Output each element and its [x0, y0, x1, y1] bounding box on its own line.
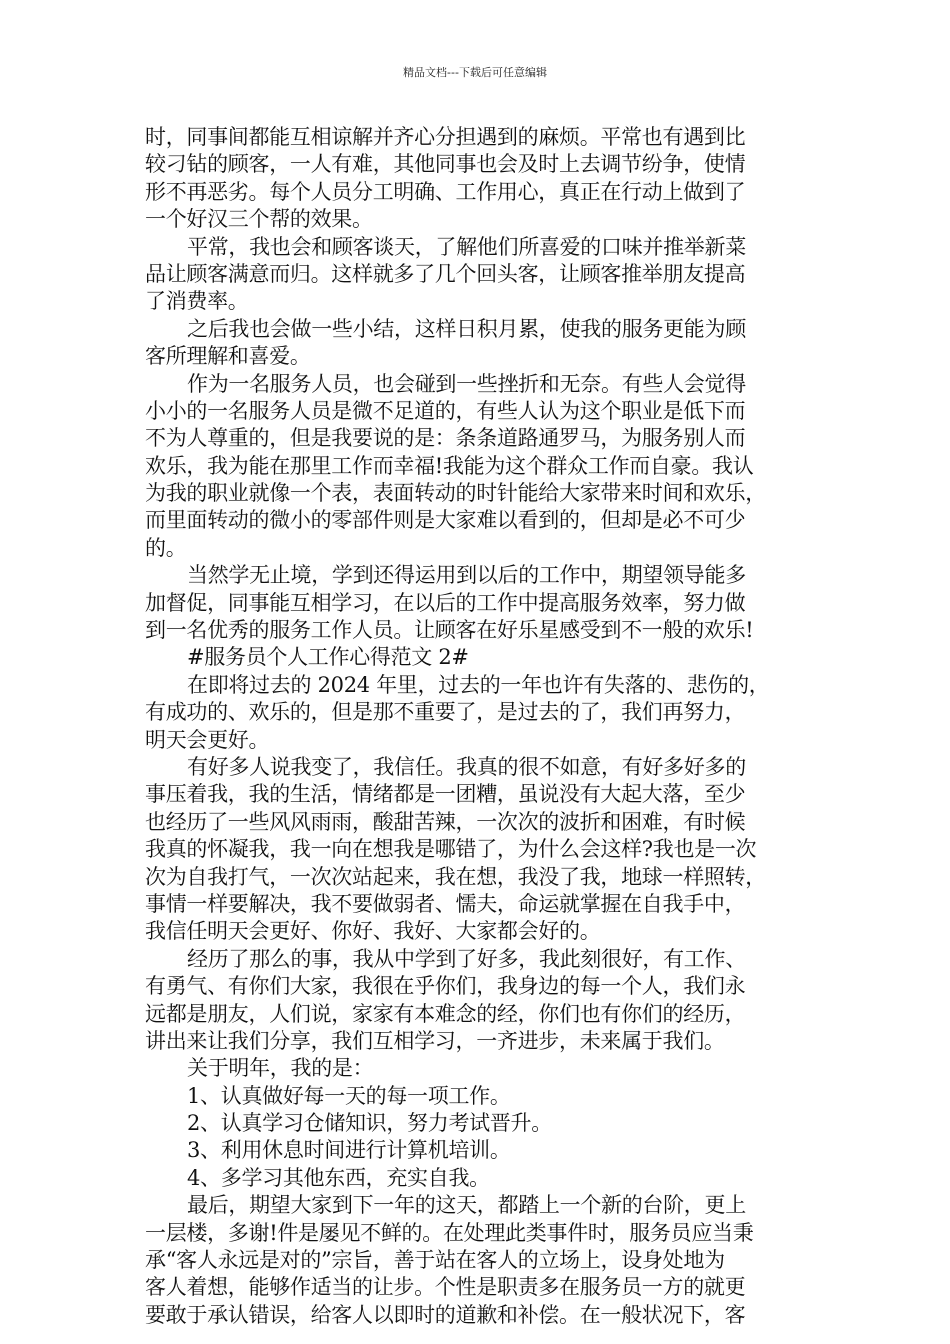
text-line: 平常，我也会和顾客谈天，了解他们所喜爱的口味并推举新菜: [187, 234, 746, 259]
text-line: 1、认真做好每一天的每一项工作。: [187, 1083, 511, 1108]
text-line: 较刁钻的顾客，一人有难，其他同事也会及时上去调节纷争，使情: [145, 152, 746, 177]
text-line: 到一名优秀的服务工作人员。让顾客在好乐星感受到不一般的欢乐!: [145, 618, 754, 643]
text-line: 为我的职业就像一个表，表面转动的时针能给大家带来时间和欢乐，: [145, 481, 766, 506]
text-line: 客人着想，能够作适当的让步。个性是职责多在服务员一方的就更: [145, 1275, 746, 1300]
text-line: 时，同事间都能互相谅解并齐心分担遇到的麻烦。平常也有遇到比: [145, 125, 746, 149]
text-line: 事压着我，我的生活，情绪都是一团糟，虽说没有大起大落，至少: [145, 782, 746, 807]
text-line: 一层楼，多谢!件是屡见不鲜的。在处理此类事件时，服务员应当秉: [145, 1220, 754, 1245]
text-line: 经历了那么的事，我从中学到了好多，我此刻很好，有工作、: [187, 946, 746, 971]
text-line: 也经历了一些风风雨雨，酸甜苦辣，一次次的波折和困难，有时候: [145, 809, 746, 834]
text-line: 4、多学习其他东西，充实自我。: [187, 1165, 490, 1190]
text-line: 欢乐，我为能在那里工作而幸福!我能为这个群众工作而自豪。我认: [145, 453, 754, 478]
text-line: 远都是朋友，人们说，家家有本难念的经，你们也有你们的经历，: [145, 1001, 746, 1026]
text-line: 有好多人说我变了，我信任。我真的很不如意，有好多好多的: [187, 754, 746, 779]
page-header: 精品文档---下载后可任意编辑: [403, 66, 547, 79]
text-line: 2、认真学习仓储知识，努力考试晋升。: [187, 1111, 552, 1136]
text-line: 了消费率。: [145, 289, 249, 314]
text-line: 有勇气、有你们大家，我很在乎你们，我身边的每一个人，我们永: [145, 974, 746, 999]
text-line: 加督促，同事能互相学习，在以后的工作中提高服务效率，努力做: [145, 590, 746, 615]
text-line: 我信任明天会更好、你好、我好、大家都会好的。: [145, 919, 601, 944]
text-line: 在即将过去的 2024 年里，过去的一年也许有失落的、悲伤的，: [187, 672, 770, 697]
text-line: 要敢于承认错误，给客人以即时的道歉和补偿。在一般状况下，客: [145, 1302, 746, 1327]
text-line: 事情一样要解决，我不要做弱者、懦夫，命运就掌握在自我手中，: [145, 891, 746, 916]
text-line: 小小的一名服务人员是微不足道的，有些人认为这个职业是低下而: [145, 398, 746, 423]
text-line: 次为自我打气，一次次站起来，我在想，我没了我，地球一样照转，: [145, 864, 766, 889]
text-line: 不为人尊重的，但是我要说的是：条条道路通罗马，为服务别人而: [145, 426, 746, 451]
text-line: 之后我也会做一些小结，这样日积月累，使我的服务更能为顾: [187, 316, 746, 341]
text-line: 最后，期望大家到下一年的这天，都踏上一个新的台阶，更上: [187, 1193, 746, 1218]
text-line: 当然学无止境，学到还得运用到以后的工作中，期望领导能多: [187, 563, 746, 588]
text-line: 形不再恶劣。每个人员分工明确、工作用心，真正在行动上做到了: [145, 179, 746, 204]
document-body: [145, 124, 809, 1329]
text-line: 讲出来让我们分享，我们互相学习，一齐进步，未来属于我们。: [145, 1028, 725, 1053]
text-line: 3、利用休息时间进行计算机培训。: [187, 1138, 511, 1163]
text-line: 的。: [145, 535, 187, 560]
text-line: 而里面转动的微小的零部件则是大家难以看到的，但却是必不可少: [145, 508, 746, 533]
text-line: 承“客人永远是对的”宗旨，善于站在客人的立场上，设身处地为: [145, 1248, 725, 1273]
text-line: 我真的怀凝我，我一向在想我是哪错了，为什么会这样?我也是一次: [145, 837, 757, 862]
text-line: 明天会更好。: [145, 727, 270, 752]
text-line: #服务员个人工作心得范文 2#: [187, 645, 469, 670]
text-line: 有成功的、欢乐的，但是那不重要了，是过去的了，我们再努力，: [145, 700, 746, 725]
text-line: 品让顾客满意而归。这样就多了几个回头客，让顾客推举朋友提高: [145, 261, 746, 286]
text-line: 客所理解和喜爱。: [145, 344, 311, 369]
text-line: 一个好汉三个帮的效果。: [145, 207, 373, 232]
text-line: 作为一名服务人员，也会碰到一些挫折和无奈。有些人会觉得: [187, 371, 746, 396]
text-line: 关于明年，我的是：: [187, 1056, 374, 1081]
